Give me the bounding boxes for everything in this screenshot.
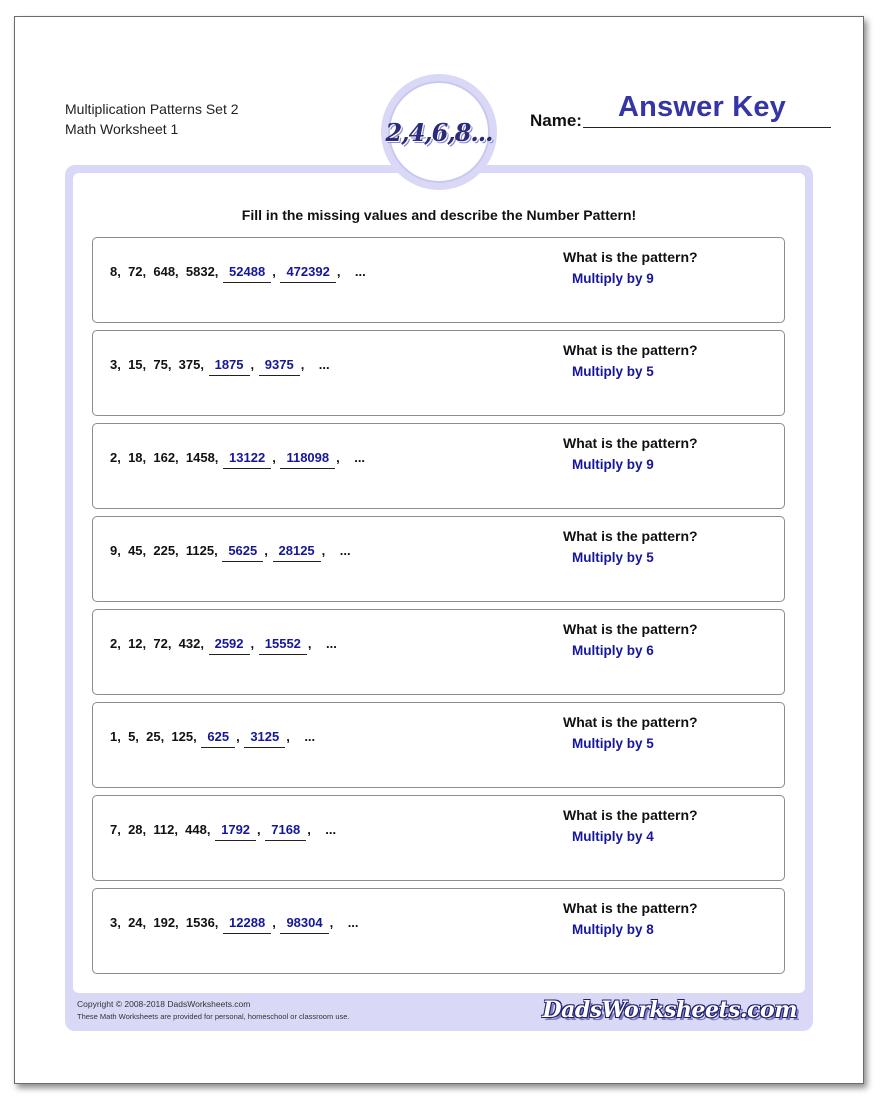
separator: , <box>286 729 290 744</box>
separator: , <box>250 357 255 372</box>
given-terms: 9, 45, 225, 1125, <box>110 543 218 558</box>
worksheet-frame <box>65 165 813 1031</box>
pattern-answer[interactable]: Multiply by 4 <box>572 829 654 844</box>
number-sequence <box>110 729 315 748</box>
pattern-question: What is the pattern? <box>563 900 698 916</box>
problem-5 <box>92 609 785 695</box>
separator: , <box>236 729 240 744</box>
blank-answer-2[interactable]: 9375 <box>259 357 300 376</box>
blank-answer-2[interactable]: 118098 <box>280 450 335 469</box>
brand-logo: DadsWorksheets.com <box>542 997 797 1023</box>
blank-answer-1[interactable]: 5625 <box>222 543 263 562</box>
problem-7 <box>92 795 785 881</box>
footer <box>65 995 813 1031</box>
blank-answer-2[interactable]: 28125 <box>273 543 321 562</box>
pattern-question: What is the pattern? <box>563 714 698 730</box>
ellipsis: ... <box>326 636 337 651</box>
logo-text: 2,4,6,8... <box>385 117 493 147</box>
ellipsis: ... <box>318 357 330 372</box>
blank-answer-1[interactable]: 1792 <box>215 822 256 841</box>
usage-notice: These Math Worksheets are provided for personal, homeschool or classroom use. <box>77 1012 350 1021</box>
given-terms: 1, 5, 25, 125, <box>110 729 197 744</box>
blank-answer-2[interactable]: 472392 <box>280 264 335 283</box>
instructions: Fill in the missing values and describe the Number Pattern! <box>241 207 637 223</box>
copyright-text: Copyright © 2008-2018 DadsWorksheets.com <box>77 999 251 1009</box>
separator: , <box>329 915 334 930</box>
problem-2 <box>92 330 785 416</box>
pattern-answer[interactable]: Multiply by 9 <box>572 271 654 286</box>
number-sequence <box>110 822 336 841</box>
worksheet-subtitle: Math Worksheet 1 <box>65 121 179 137</box>
answer-key-title: Answer Key <box>617 91 786 123</box>
separator: , <box>272 450 276 465</box>
pattern-question: What is the pattern? <box>563 249 698 265</box>
name-label: Name: <box>530 111 582 130</box>
number-sequence <box>110 450 365 469</box>
separator: , <box>307 636 312 651</box>
blank-answer-1[interactable]: 1875 <box>209 357 250 376</box>
blank-answer-1[interactable]: 625 <box>201 729 235 748</box>
ellipsis: ... <box>354 450 366 465</box>
problem-1 <box>92 237 785 323</box>
separator: , <box>264 543 268 558</box>
given-terms: 3, 24, 192, 1536, <box>110 915 219 930</box>
number-sequence <box>110 357 330 376</box>
separator: , <box>336 450 340 465</box>
pattern-answer[interactable]: Multiply by 6 <box>572 643 654 658</box>
problem-6 <box>92 702 785 788</box>
number-sequence <box>110 636 337 655</box>
pattern-answer[interactable]: Multiply by 8 <box>572 922 654 937</box>
number-sequence <box>110 264 366 283</box>
separator: , <box>307 822 311 837</box>
separator: , <box>250 636 255 651</box>
pattern-question: What is the pattern? <box>563 621 698 637</box>
given-terms: 2, 12, 72, 432, <box>110 636 204 651</box>
blank-answer-1[interactable]: 52488 <box>223 264 271 283</box>
ellipsis: ... <box>339 543 351 558</box>
separator: , <box>300 357 305 372</box>
ellipsis: ... <box>325 822 337 837</box>
pattern-question: What is the pattern? <box>563 342 698 358</box>
given-terms: 2, 18, 162, 1458, <box>110 450 219 465</box>
worksheet-content <box>73 173 805 993</box>
separator: , <box>257 822 261 837</box>
separator: , <box>321 543 326 558</box>
ellipsis: ... <box>354 264 366 279</box>
pattern-question: What is the pattern? <box>563 528 698 544</box>
problem-8 <box>92 888 785 974</box>
blank-answer-1[interactable]: 12288 <box>223 915 271 934</box>
separator: , <box>272 264 276 279</box>
pattern-question: What is the pattern? <box>563 435 698 451</box>
worksheet-page <box>14 16 864 1084</box>
separator: , <box>272 915 276 930</box>
number-sequence <box>110 915 359 934</box>
blank-answer-1[interactable]: 13122 <box>223 450 271 469</box>
problem-3 <box>92 423 785 509</box>
pattern-answer[interactable]: Multiply by 5 <box>572 364 654 379</box>
given-terms: 3, 15, 75, 375, <box>110 357 204 372</box>
problem-4 <box>92 516 785 602</box>
name-line <box>583 127 831 128</box>
separator: , <box>336 264 341 279</box>
blank-answer-2[interactable]: 3125 <box>244 729 285 748</box>
blank-answer-2[interactable]: 98304 <box>280 915 328 934</box>
number-sequence <box>110 543 351 562</box>
logo-badge <box>381 74 497 190</box>
pattern-answer[interactable]: Multiply by 5 <box>572 550 654 565</box>
ellipsis: ... <box>304 729 316 744</box>
pattern-answer[interactable]: Multiply by 5 <box>572 736 654 751</box>
blank-answer-2[interactable]: 15552 <box>259 636 307 655</box>
pattern-question: What is the pattern? <box>563 807 698 823</box>
worksheet-title: Multiplication Patterns Set 2 <box>65 101 239 117</box>
given-terms: 8, 72, 648, 5832, <box>110 264 219 279</box>
given-terms: 7, 28, 112, 448, <box>110 822 211 837</box>
blank-answer-1[interactable]: 2592 <box>209 636 250 655</box>
pattern-answer[interactable]: Multiply by 9 <box>572 457 654 472</box>
ellipsis: ... <box>347 915 359 930</box>
logo-ring <box>385 81 493 183</box>
blank-answer-2[interactable]: 7168 <box>265 822 306 841</box>
